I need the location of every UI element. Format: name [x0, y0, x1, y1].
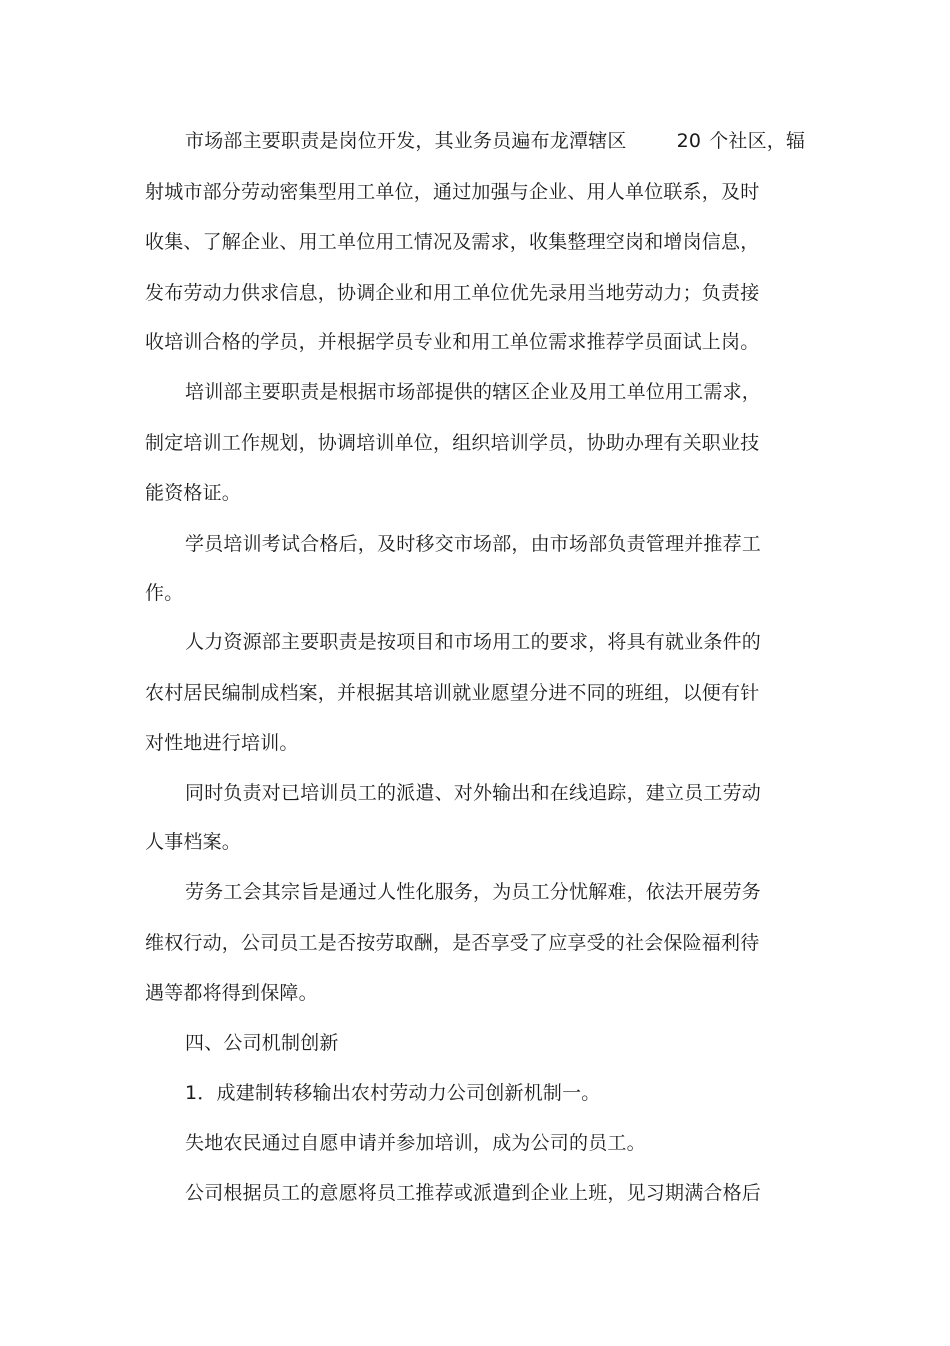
- number-text: 20: [676, 130, 702, 152]
- paragraph-line: 遇等都将得到保障。: [145, 982, 318, 1004]
- paragraph-line: 收培训合格的学员，并根据学员专业和用工单位需求推荐学员面试上岗。: [145, 331, 760, 353]
- paragraph-line: [185, 129, 805, 153]
- section-heading: 四、公司机制创新: [185, 1032, 339, 1054]
- paragraph-line: 射城市部分劳动密集型用工单位，通过加强与企业、用人单位联系，及时: [145, 181, 760, 203]
- paragraph-line: 失地农民通过自愿申请并参加培训，成为公司的员工。: [185, 1132, 646, 1154]
- paragraph-line: 劳务工会其宗旨是通过人性化服务，为员工分忧解难，依法开展劳务: [185, 881, 762, 903]
- paragraph-line: 培训部主要职责是根据市场部提供的辖区企业及用工单位用工需求，: [185, 381, 762, 403]
- paragraph-line: 同时负责对已培训员工的派遣、对外输出和在线追踪，建立员工劳动: [185, 782, 762, 804]
- paragraph-line: 维权行动，公司员工是否按劳取酬，是否享受了应享受的社会保险福利待: [145, 932, 760, 954]
- text-segment: 市场部主要职责是岗位开发，其业务员遍布龙潭辖区: [185, 130, 627, 152]
- paragraph-line: 学员培训考试合格后，及时移交市场部，由市场部负责管理并推荐工: [185, 533, 762, 555]
- paragraph-line: 公司根据员工的意愿将员工推荐或派遣到企业上班，见习期满合格后: [185, 1182, 762, 1204]
- text-segment: 个社区，辐: [709, 130, 806, 152]
- paragraph-line: 制定培训工作规划，协调培训单位，组织培训学员，协助办理有关职业技: [145, 432, 760, 454]
- paragraph-line: 发布劳动力供求信息，协调企业和用工单位优先录用当地劳动力；负责接: [145, 282, 760, 304]
- paragraph-line: 作。: [145, 582, 184, 604]
- list-item: 1．成建制转移输出农村劳动力公司创新机制一。: [185, 1082, 601, 1104]
- paragraph-line: 对性地进行培训。: [145, 732, 299, 754]
- paragraph-line: 能资格证。: [145, 482, 242, 504]
- paragraph-line: 人事档案。: [145, 831, 242, 853]
- paragraph-line: 人力资源部主要职责是按项目和市场用工的要求，将具有就业条件的: [185, 631, 762, 653]
- paragraph-line: 农村居民编制成档案，并根据其培训就业愿望分进不同的班组，以便有针: [145, 682, 760, 704]
- paragraph-line: 收集、了解企业、用工单位用工情况及需求，收集整理空岗和增岗信息，: [145, 231, 760, 253]
